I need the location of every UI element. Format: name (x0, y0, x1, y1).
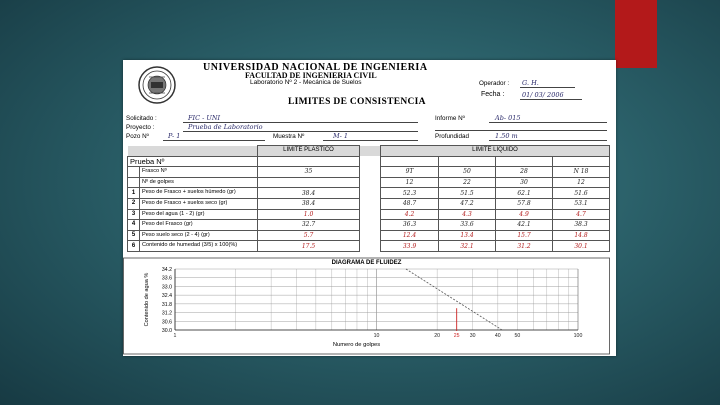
liquid-limit-value: 57.8 (496, 198, 553, 209)
university-name: UNIVERSIDAD NACIONAL DE INGENIERIA (203, 62, 428, 73)
well-value: P- 1 (168, 132, 181, 140)
table-row (128, 177, 610, 188)
page-title: LIMITES DE CONSISTENCIA (288, 97, 426, 107)
liquid-limit-value: 51.6 (553, 188, 610, 199)
liquid-limit-value: 9T (381, 167, 439, 178)
liquid-limit-value: 4.2 (381, 209, 439, 220)
liquid-limit-value: 12 (381, 177, 439, 188)
trial-label: Prueba Nº (128, 156, 258, 167)
liquid-limit-value: 31.2 (496, 241, 553, 252)
table-row (128, 198, 610, 209)
x-tick-label: 10 (373, 333, 380, 339)
x-tick-label: 20 (434, 333, 441, 339)
operator-value: G. H. (522, 79, 539, 87)
liquid-limit-value: 22 (439, 177, 496, 188)
plastic-limit-header: LIMITE PLASTICO (258, 146, 360, 157)
liquid-limit-value: 53.1 (553, 198, 610, 209)
y-tick-label: 30.0 (161, 328, 172, 334)
liquid-limit-value: 4.7 (553, 209, 610, 220)
accent-bar (615, 0, 657, 68)
liquid-limit-value: 42.1 (496, 220, 553, 231)
row-description: Peso suelo seco (2 - 4) (gr) (140, 230, 258, 241)
liquid-limit-value: 4.9 (496, 209, 553, 220)
y-tick-label: 34.2 (161, 267, 172, 273)
liquid-limit-value: 51.5 (439, 188, 496, 199)
liquid-limit-value: 4.3 (439, 209, 496, 220)
liquid-limit-value: 33.9 (381, 241, 439, 252)
liquid-limit-value: 33.6 (439, 220, 496, 231)
table-row (128, 209, 610, 220)
date-label: Fecha : (481, 91, 505, 98)
y-tick-label: 31.2 (161, 310, 172, 317)
row-number (128, 177, 140, 188)
liquid-limit-value: 15.7 (496, 230, 553, 241)
row-number: 6 (128, 241, 140, 252)
liquid-limit-value: 38.3 (553, 220, 610, 231)
plastic-limit-value: 17.5 (258, 241, 360, 252)
consistency-limits-table (127, 145, 610, 252)
table-row (128, 220, 610, 231)
x-axis-label: Numero de golpes (332, 342, 381, 348)
laboratory-name: Laboratorio Nº 2 - Mecánica de Suelos (250, 79, 362, 86)
x-tick-label: 1 (173, 333, 177, 339)
series-line (406, 269, 502, 330)
row-description: Nº de golpes (140, 177, 258, 188)
sample-value: M- 1 (333, 132, 349, 140)
plastic-limit-value: 5.7 (258, 230, 360, 241)
operator-label: Operador : (479, 80, 510, 87)
row-description: Peso del Frasco (gr) (140, 220, 258, 231)
liquid-limit-value: 52.3 (381, 188, 439, 199)
x-tick-label: 30 (469, 333, 476, 339)
liquid-limit-value: 12.4 (381, 230, 439, 241)
document-sheet (123, 60, 616, 356)
liquid-limit-value: 14.8 (553, 230, 610, 241)
sample-label: Muestra Nº (273, 133, 305, 140)
requested-label: Solicitado : (126, 115, 157, 122)
liquid-limit-value: 28 (496, 167, 553, 178)
row-description: Peso del agua (1 - 2) (gr) (140, 209, 258, 220)
chart-title: DIAGRAMA DE FLUIDEZ (331, 260, 402, 266)
liquid-limit-header: LIMITE LIQUIDO (381, 146, 610, 157)
row-number: 5 (128, 230, 140, 241)
plastic-limit-value: 32.7 (258, 220, 360, 231)
row-description: Contenido de humedad (3/5) x 100(%) (140, 241, 258, 252)
row-number: 3 (128, 209, 140, 220)
liquid-limit-value: N 18 (553, 167, 610, 178)
x-tick-label: 100 (573, 333, 583, 339)
plastic-limit-value: 1.0 (258, 209, 360, 220)
liquid-limit-value: 30.1 (553, 241, 610, 252)
faculty-name: FACULTAD DE INGENIERIA CIVIL (245, 71, 377, 80)
liquid-limit-value: 13.4 (439, 230, 496, 241)
liquid-limit-value: 50 (439, 167, 496, 178)
depth-label: Profundidad (435, 133, 469, 140)
depth-value: 1.50 m (495, 132, 518, 140)
x-tick-label: 50 (514, 333, 521, 339)
table-row (128, 241, 610, 252)
liquid-limit-value: 47.2 (439, 198, 496, 209)
liquid-limit-value: 32.1 (439, 241, 496, 252)
project-value: Prueba de Laboratorio (188, 123, 263, 131)
flow-chart (123, 256, 616, 356)
liquid-limit-value: 30 (496, 177, 553, 188)
liquid-limit-value: 62.1 (496, 188, 553, 199)
requested-value: FIC - UNI (188, 114, 221, 122)
date-value: 01/ 03/ 2006 (522, 91, 564, 99)
liquid-limit-value: 12 (553, 177, 610, 188)
report-value: Ab- 015 (495, 114, 521, 122)
row-description: Peso de Frasco + suelos húmedo (gr) (140, 188, 258, 199)
chart-frame (124, 258, 610, 354)
table-row (128, 167, 610, 178)
plastic-limit-value: 38.4 (258, 188, 360, 199)
y-tick-label: 33.0 (161, 284, 172, 291)
project-label: Proyecto : (126, 124, 155, 131)
table-row (128, 188, 610, 199)
row-number: 2 (128, 198, 140, 209)
row-number (128, 167, 140, 178)
x-tick-label: 25 (453, 333, 460, 339)
row-number: 1 (128, 188, 140, 199)
table-row (128, 230, 610, 241)
row-description: Peso de Frasco + suelos seco (gr) (140, 198, 258, 209)
y-tick-label: 30.6 (161, 319, 172, 326)
liquid-limit-value: 48.7 (381, 198, 439, 209)
plastic-limit-value: 38.4 (258, 198, 360, 209)
x-tick-label: 40 (494, 333, 501, 339)
liquid-limit-value: 36.3 (381, 220, 439, 231)
plastic-limit-value (258, 177, 360, 188)
row-number: 4 (128, 220, 140, 231)
university-seal-icon (137, 65, 177, 105)
y-tick-label: 31.8 (161, 301, 172, 308)
row-description: Frasco Nº (140, 167, 258, 178)
y-tick-label: 32.4 (161, 293, 172, 300)
well-label: Pozo Nº (126, 133, 149, 140)
y-axis-label: Contenido de agua % (144, 272, 150, 327)
report-label: Informe Nº (435, 115, 465, 122)
y-tick-label: 33.6 (161, 275, 172, 282)
plastic-limit-value: 35 (258, 167, 360, 178)
